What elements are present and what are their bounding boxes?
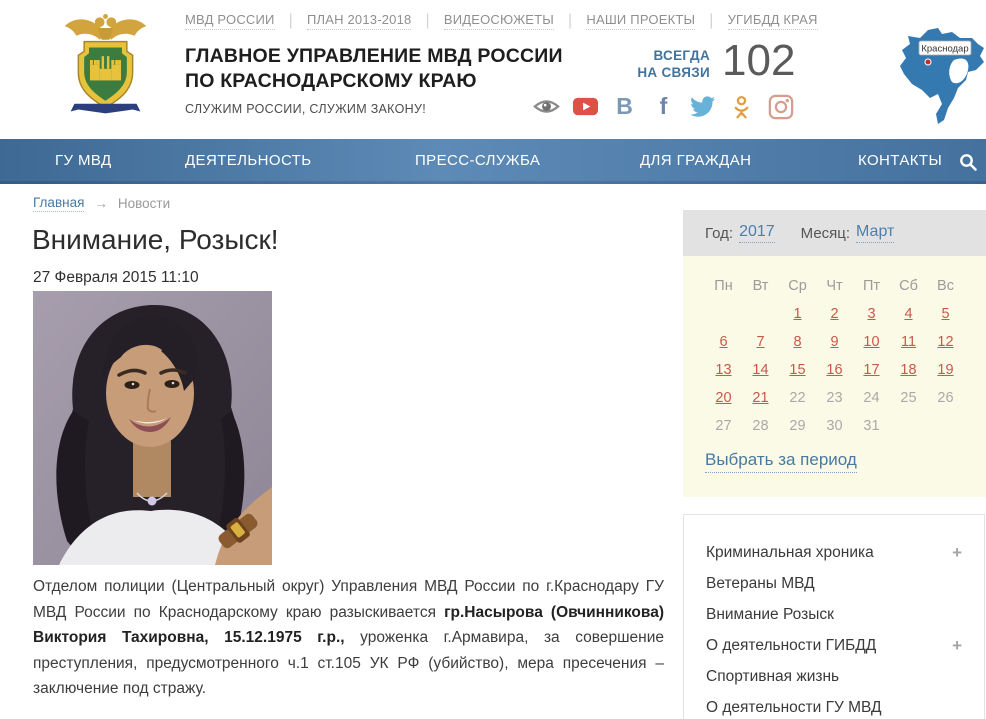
- month-label: Месяц:: [800, 224, 851, 242]
- month-select[interactable]: Март: [856, 223, 894, 243]
- page-title: Внимание, Розыск!: [32, 224, 279, 255]
- calendar-day: 30: [826, 418, 843, 434]
- krasnodar-region-map[interactable]: [898, 26, 986, 126]
- calendar-day: 28: [752, 418, 769, 434]
- eye-icon[interactable]: [533, 93, 560, 120]
- top-link-separator: |: [709, 12, 714, 29]
- menu-item-label: Внимание Розыск: [706, 605, 834, 623]
- menu-item-label: О деятельности ГУ МВД: [706, 698, 882, 716]
- site-title-line2: ПО КРАСНОДАРСКОМУ КРАЮ: [185, 70, 477, 92]
- weekday-label: Пт: [862, 278, 881, 294]
- calendar-day: 24: [863, 390, 880, 406]
- expand-plus-icon[interactable]: +: [952, 635, 962, 655]
- weekday-label: Вт: [752, 278, 769, 294]
- empty-day-cell: [742, 300, 779, 328]
- site-slogan: СЛУЖИМ РОССИИ, СЛУЖИМ ЗАКОНУ!: [185, 102, 426, 116]
- calendar-day-link[interactable]: 19: [937, 362, 954, 378]
- weekday-label: Ср: [788, 278, 807, 294]
- calendar-day: 23: [826, 390, 843, 406]
- nav-item[interactable]: КОНТАКТЫ: [858, 152, 943, 169]
- nav-item[interactable]: ДЕЯТЕЛЬНОСТЬ: [185, 152, 312, 169]
- nav-item[interactable]: ДЛЯ ГРАЖДАН: [640, 152, 752, 169]
- site-title-line1: ГЛАВНОЕ УПРАВЛЕНИЕ МВД РОССИИ: [185, 45, 563, 67]
- article-body: [33, 574, 664, 702]
- sidebar-menu-item[interactable]: [706, 537, 962, 568]
- twitter-icon[interactable]: [689, 93, 716, 120]
- top-link-separator: |: [568, 12, 573, 29]
- calendar-day-link[interactable]: 9: [830, 334, 839, 350]
- sidebar-menu-item[interactable]: [706, 661, 962, 692]
- sidebar-menu: [683, 514, 985, 719]
- sidebar-menu-item[interactable]: [706, 568, 962, 599]
- calendar-day-link[interactable]: 8: [793, 334, 802, 350]
- weekday-label: Чт: [826, 278, 843, 294]
- city-marker-dot: [925, 59, 931, 65]
- top-link[interactable]: УГИБДД КРАЯ: [728, 12, 818, 30]
- breadcrumb-arrow-icon: →: [94, 196, 108, 211]
- weekday-label: Пн: [714, 278, 733, 294]
- weekday-label: Сб: [899, 278, 918, 294]
- calendar-day-link[interactable]: 1: [793, 306, 802, 322]
- calendar-day: 22: [789, 390, 806, 406]
- calendar-day-link[interactable]: 10: [863, 334, 880, 350]
- social-links-row: [533, 93, 794, 120]
- hotline-number: 102: [722, 36, 796, 85]
- sidebar-menu-item[interactable]: [706, 599, 962, 630]
- menu-item-label: Ветераны МВД: [706, 574, 815, 592]
- odnoklassniki-icon[interactable]: [728, 93, 755, 120]
- facebook-icon[interactable]: f: [659, 93, 668, 119]
- top-link-separator: |: [288, 12, 293, 29]
- hotline-label: ВСЕГДА НА СВЯЗИ: [637, 48, 710, 80]
- sidebar-menu-item[interactable]: [706, 692, 962, 719]
- calendar-day-link[interactable]: 4: [904, 306, 913, 322]
- weekday-label: Вс: [937, 278, 954, 294]
- calendar-day-link[interactable]: 17: [863, 362, 880, 378]
- search-icon[interactable]: [958, 152, 978, 172]
- calendar-day: 26: [937, 390, 954, 406]
- menu-item-label: О деятельности ГИБДД: [706, 636, 877, 654]
- calendar-day-link[interactable]: 6: [719, 334, 728, 350]
- body-text: уроженка г.Армавира, за совершение преступления, предусмотренного ч.1 ст.105 УК РФ (убийство), мера пресечения – заключение под стражу.: [33, 629, 664, 697]
- breadcrumb-current: Новости: [117, 196, 171, 211]
- top-link[interactable]: МВД РОССИИ: [185, 12, 275, 30]
- calendar-body: [683, 256, 986, 497]
- calendar-day: 31: [863, 418, 880, 434]
- calendar-day-link[interactable]: 12: [937, 334, 954, 350]
- wanted-person-name: гр.Насырова (Овчинникова) Виктория Тахировна, 15.12.1975 г.р.,: [33, 603, 664, 646]
- top-link[interactable]: ПЛАН 2013-2018: [307, 12, 412, 30]
- year-label: Год:: [705, 224, 734, 242]
- calendar-day-link[interactable]: 15: [789, 362, 806, 378]
- calendar-day-link[interactable]: 14: [752, 362, 769, 378]
- calendar-day-link[interactable]: 11: [900, 334, 917, 350]
- header-top-links: [185, 12, 818, 30]
- calendar-day-link[interactable]: 2: [830, 306, 839, 322]
- map-city-label: Краснодар: [921, 43, 969, 55]
- mvd-krasnodar-emblem: [57, 8, 154, 116]
- nav-item[interactable]: ГУ МВД: [55, 152, 112, 169]
- top-link[interactable]: ВИДЕОСЮЖЕТЫ: [444, 12, 554, 30]
- calendar-day-link[interactable]: 18: [900, 362, 917, 378]
- calendar-day-link[interactable]: 13: [715, 362, 732, 378]
- select-period-link[interactable]: Выбрать за период: [705, 450, 857, 473]
- calendar-day-link[interactable]: 16: [826, 362, 843, 378]
- calendar-day-link[interactable]: 7: [756, 334, 765, 350]
- menu-item-label: Криминальная хроника: [706, 543, 874, 561]
- vk-icon[interactable]: В: [616, 93, 633, 119]
- calendar-day-link[interactable]: 5: [941, 306, 950, 322]
- calendar-header: [683, 210, 986, 256]
- youtube-icon[interactable]: [572, 93, 599, 120]
- instagram-icon[interactable]: [767, 93, 794, 120]
- calendar-day: 29: [789, 418, 806, 434]
- main-navbar: [0, 139, 986, 184]
- top-link-separator: |: [425, 12, 430, 29]
- calendar-day-link[interactable]: 3: [867, 306, 876, 322]
- calendar-day: 27: [715, 418, 732, 434]
- top-link[interactable]: НАШИ ПРОЕКТЫ: [586, 12, 695, 30]
- body-text: Отделом полиции (Центральный округ) Управления МВД России по г.Краснодару ГУ МВД России по Краснодарскому краю разыскивается: [33, 578, 664, 621]
- breadcrumb-home-link[interactable]: Главная: [33, 195, 85, 210]
- nav-item[interactable]: ПРЕСС-СЛУЖБА: [415, 152, 541, 169]
- empty-day-cell: [705, 300, 742, 328]
- expand-plus-icon[interactable]: +: [952, 542, 962, 562]
- sidebar-menu-item[interactable]: [706, 630, 962, 661]
- menu-item-label: Спортивная жизнь: [706, 667, 840, 685]
- article-date: 27 Февраля 2015 11:10: [33, 269, 199, 286]
- calendar-grid: [705, 272, 964, 440]
- site-title: [185, 44, 563, 94]
- calendar-day: 25: [900, 390, 917, 406]
- breadcrumb: [33, 195, 170, 212]
- wanted-person-photo: [33, 291, 272, 565]
- year-select[interactable]: 2017: [739, 223, 775, 243]
- calendar-day-link[interactable]: 21: [752, 390, 769, 406]
- calendar-day-link[interactable]: 20: [715, 390, 732, 406]
